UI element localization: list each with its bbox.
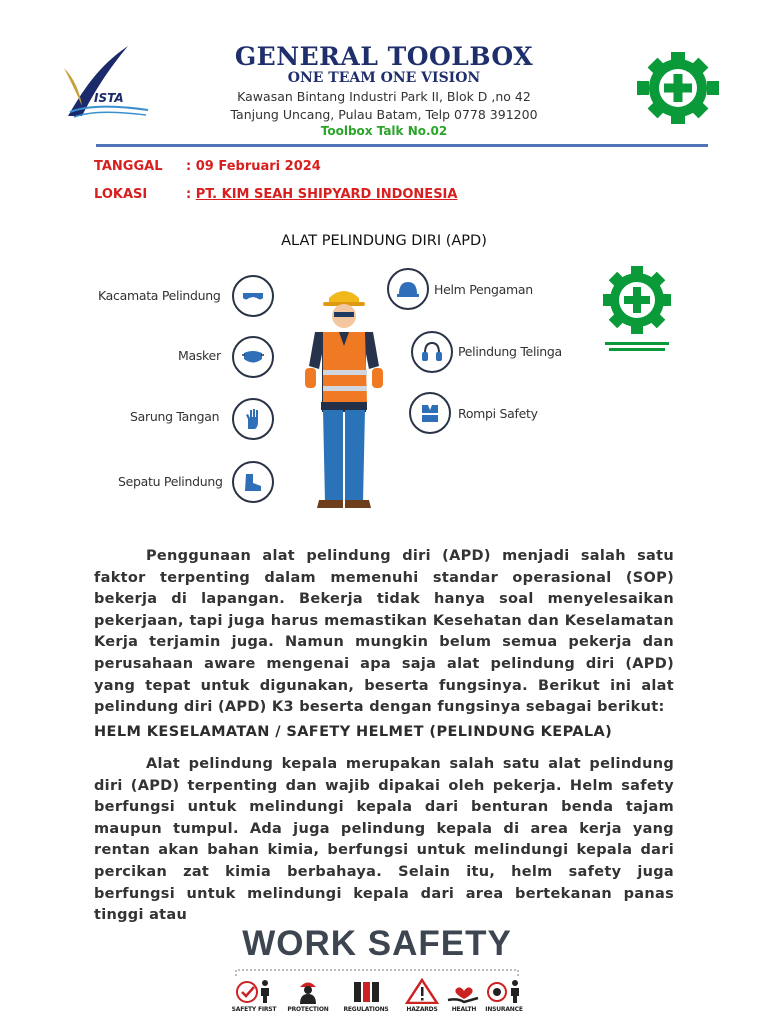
ppe-label-sarung-tangan: Sarung Tangan <box>130 409 220 424</box>
k3-emblem-icon <box>597 262 677 362</box>
toolbox-talk-number: Toolbox Talk No.02 <box>320 124 448 138</box>
k3-gear-cross-icon <box>636 52 720 124</box>
lokasi-label: LOKASI <box>94 187 148 202</box>
address-line-1: Kawasan Bintang Industri Park II, Blok D ,no 42 <box>237 89 531 104</box>
address-line-2: Tanjung Uncang, Pulau Batam, Telp 0778 391200 <box>230 107 538 122</box>
goggles-icon <box>232 275 274 317</box>
lokasi-value: PT. KIM SEAH SHIPYARD INDONESIA <box>195 187 458 202</box>
header-divider <box>96 144 708 147</box>
ppe-label-sepatu: Sepatu Pelindung <box>118 474 223 489</box>
heading-safety-helmet: HELM KESELAMATAN / SAFETY HELMET (PELINDUNG KEPALA) <box>94 724 613 740</box>
caption-health: HEALTH <box>451 1006 477 1013</box>
paragraph-safety-helmet-text: Alat pelindung kepala merupakan salah satu alat pelindung diri (APD) terpenting dan wajib dipakai oleh pekerja. Helm safety berfungsi untuk melindungi kepala dari benturan benda tajam maupun tumpul. Ada juga pelindung kepala di area kerja yang rentan akan bahan kimia, berfungsi untuk melindungi kepala dari percikan zat kimia berbahaya. Selain itu, helm safety juga berfungsi untuk melindungi kepala dari area bertekanan panas tinggi atau <box>94 756 674 924</box>
regulations-icon <box>346 978 386 1004</box>
work-safety-title: WORK SAFETY <box>242 924 512 963</box>
worker-figure-icon <box>299 284 389 514</box>
safety-first-icon <box>234 978 274 1004</box>
safety-vest-icon <box>409 392 451 434</box>
caption-hazards: HAZARDS <box>406 1006 438 1013</box>
ppe-label-masker: Masker <box>178 348 221 363</box>
caption-protection: PROTECTION <box>287 1006 329 1013</box>
caption-regulations: REGULATIONS <box>343 1006 389 1013</box>
caption-safety-first: SAFETY FIRST <box>231 1006 277 1013</box>
health-icon <box>444 978 484 1004</box>
lokasi-prefix: : <box>186 187 196 202</box>
vista-logo <box>60 44 150 120</box>
work-safety-banner <box>232 922 522 1022</box>
safety-boot-icon <box>232 461 274 503</box>
lokasi-field <box>186 187 457 202</box>
hazards-icon <box>402 978 442 1004</box>
document-subtitle: ONE TEAM ONE VISION <box>287 70 481 86</box>
mask-icon <box>232 336 274 378</box>
protection-icon <box>288 978 328 1004</box>
caption-insurance: INSURANCE <box>485 1006 523 1013</box>
tanggal-label: TANGGAL <box>94 159 163 174</box>
paragraph-apd-intro-text: Penggunaan alat pelindung diri (APD) menjadi salah satu faktor terpenting dalam memenuhi standar operasional (SOP) bekerja di lapangan. Bekerja tidak hanya soal menyelesaikan pekerjaan, tapi juga harus memastikan Kesehatan dan Keselamatan Kerja terjamin juga. Namun mungkin belum semua pekerja dan perusahaan aware mengenai apa saja alat pelindung diri (APD) yang tepat untuk digunakan, beserta fungsinya. Berikut ini alat pelindung diri (APD) K3 beserta dengan fungsinya sebagai berikut: <box>94 548 674 716</box>
ppe-label-rompi: Rompi Safety <box>458 406 538 421</box>
document-title: GENERAL TOOLBOX <box>234 42 534 71</box>
ppe-label-kacamata: Kacamata Pelindung <box>98 288 221 303</box>
section-heading: ALAT PELINDUNG DIRI (APD) <box>281 233 487 249</box>
paragraph-apd-intro <box>94 546 674 719</box>
paragraph-safety-helmet <box>94 754 674 927</box>
ppe-label-pelindung-telinga: Pelindung Telinga <box>458 344 562 359</box>
banner-connector-lines <box>232 966 522 978</box>
glove-icon <box>232 398 274 440</box>
insurance-icon <box>484 978 524 1004</box>
ppe-label-helm: Helm Pengaman <box>434 282 533 297</box>
ppe-illustration <box>92 256 677 516</box>
vista-logo-text: ISTA <box>94 91 124 105</box>
helmet-icon <box>387 268 429 310</box>
tanggal-value: : 09 Februari 2024 <box>186 159 321 174</box>
ear-protection-icon <box>411 331 453 373</box>
